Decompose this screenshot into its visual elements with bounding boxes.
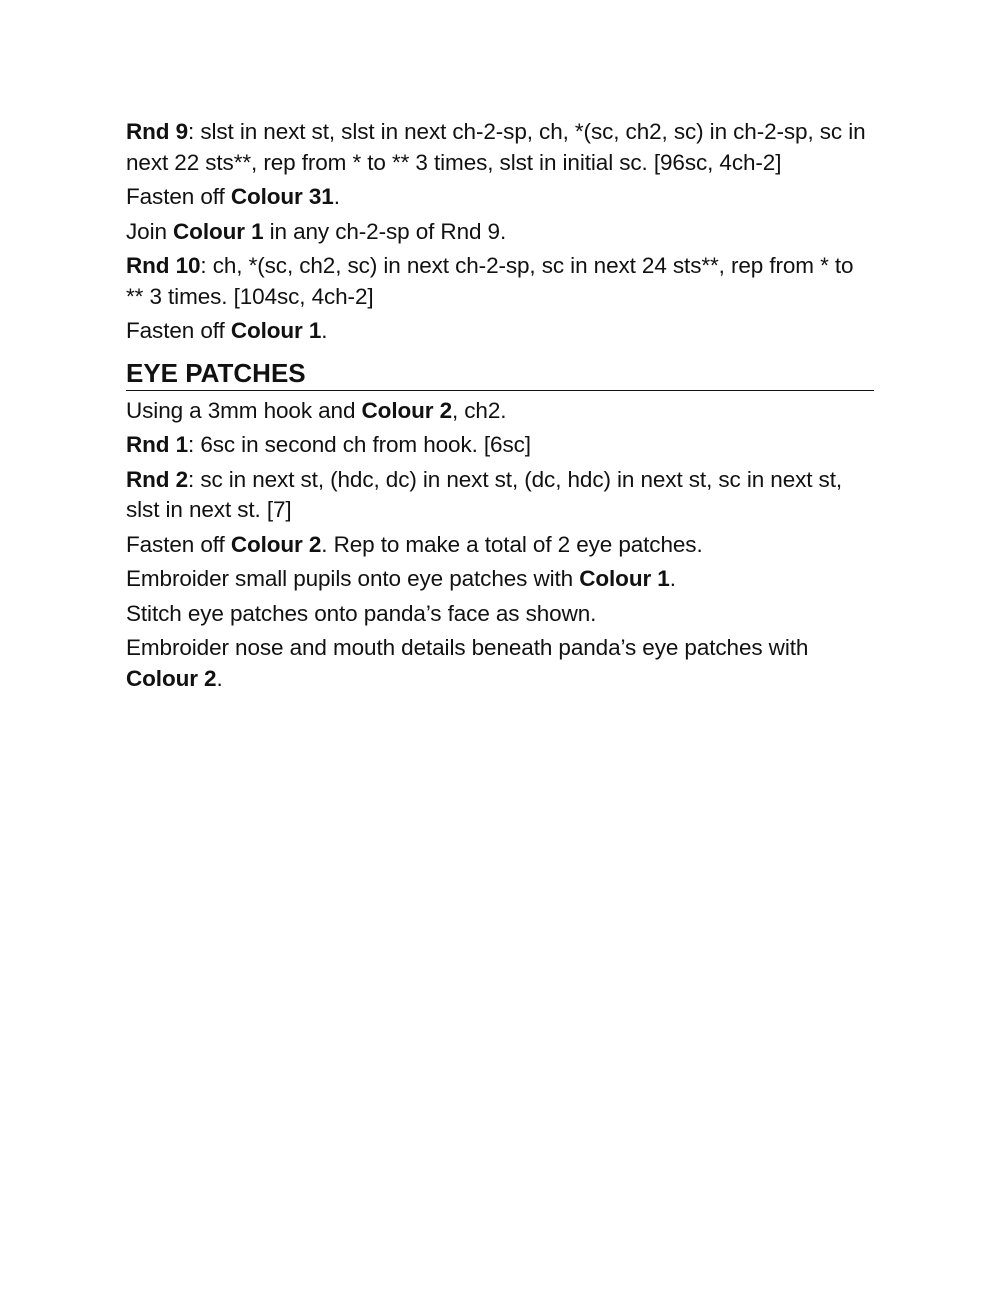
rnd-10-label: Rnd 10 <box>126 253 201 278</box>
embroider-nose-colour: Colour 2 <box>126 665 217 691</box>
embroider-nose-instruction <box>126 633 874 694</box>
fasten-off-2-post: . Rep to make a total of 2 eye patches. <box>321 531 703 557</box>
fasten-off-31-post: . <box>333 184 340 209</box>
embroider-pupils-colour: Colour 1 <box>579 566 670 591</box>
eye-rnd-2-label: Rnd 2 <box>126 466 189 492</box>
fasten-off-2-colour: Colour 2 <box>230 531 322 557</box>
rnd-10-text: : ch, *(sc, ch2, sc) in next ch-2-sp, sc in next 24 sts**, rep from * to ** 3 times. [104sc, 4ch-2] <box>126 253 854 309</box>
embroider-nose-post: . <box>216 665 223 691</box>
embroider-nose-pre: Embroider nose and mouth details beneath panda’s eye patches with <box>126 635 809 660</box>
stitch-eye-patches-instruction: Stitch eye patches onto panda’s face as shown. <box>126 600 597 626</box>
join-post: in any ch-2-sp of Rnd 9. <box>263 218 507 244</box>
using-post: , ch2. <box>451 397 507 423</box>
rnd-9-label: Rnd 9 <box>126 119 189 144</box>
fasten-off-31-pre: Fasten off <box>126 184 231 209</box>
pattern-page <box>126 117 874 698</box>
using-hook-instruction <box>126 396 874 427</box>
fasten-off-1-post: . <box>321 318 328 343</box>
eye-rnd-2-instruction <box>126 465 874 526</box>
fasten-off-colour-1 <box>126 316 874 347</box>
embroider-pupils-pre: Embroider small pupils onto eye patches with <box>126 566 580 591</box>
rnd-10-instruction <box>126 251 874 312</box>
embroider-pupils-post: . <box>669 566 676 591</box>
eye-rnd-2-text: : sc in next st, (hdc, dc) in next st, (dc, hdc) in next st, sc in next st, slst in next st. [7] <box>126 466 843 522</box>
fasten-off-1-colour: Colour 1 <box>230 318 322 343</box>
eye-patches-heading: EYE PATCHES <box>126 357 874 391</box>
embroider-pupils-instruction <box>126 564 874 595</box>
join-pre: Join <box>126 218 174 244</box>
using-pre: Using a 3mm hook and <box>126 397 362 423</box>
fasten-off-colour-2 <box>126 530 874 561</box>
fasten-off-1-pre: Fasten off <box>126 318 231 343</box>
fasten-off-2-pre: Fasten off <box>126 531 231 557</box>
rnd-9-instruction <box>126 117 874 178</box>
eye-rnd-1-instruction <box>126 430 874 461</box>
rnd-9-text: : slst in next st, slst in next ch-2-sp, ch, *(sc, ch2, sc) in ch-2-sp, sc in next 22 sts**, rep from * to ** 3 times, slst in initial sc. [96sc, 4ch-2] <box>126 119 866 175</box>
fasten-off-colour-31 <box>126 182 874 213</box>
fasten-off-31-colour: Colour 31 <box>230 184 334 209</box>
using-colour: Colour 2 <box>361 397 452 423</box>
join-colour-1 <box>126 217 874 248</box>
eye-rnd-1-text: : 6sc in second ch from hook. [6sc] <box>188 432 531 457</box>
eye-rnd-1-label: Rnd 1 <box>126 432 189 457</box>
join-colour: Colour 1 <box>173 218 264 244</box>
